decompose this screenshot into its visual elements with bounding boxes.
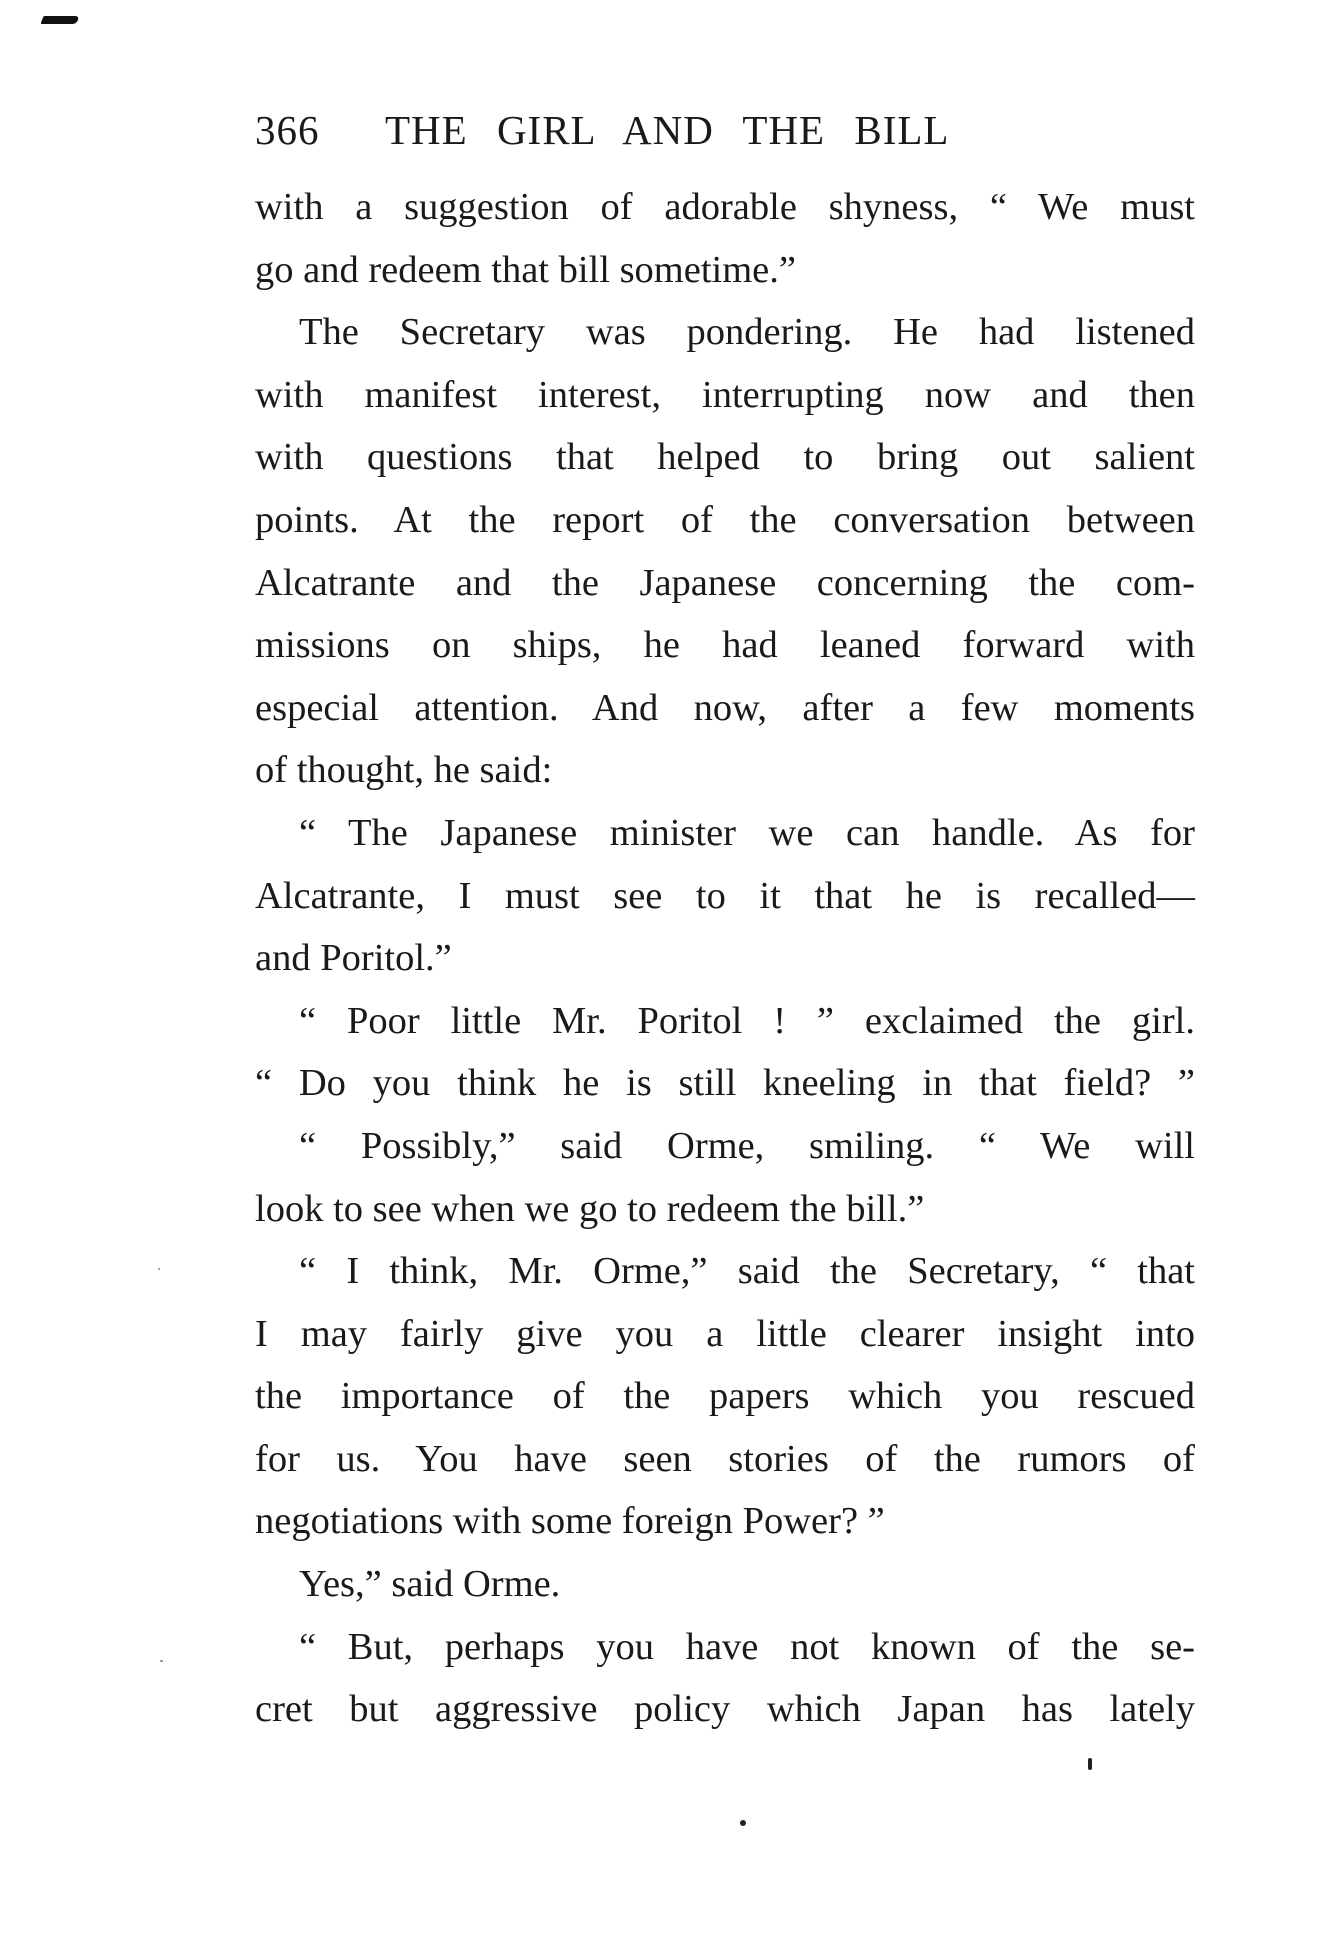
text-line: look to see when we go to redeem the bill.” bbox=[255, 1187, 925, 1230]
text-line: negotiations with some foreign Power? ” bbox=[255, 1500, 885, 1543]
text-line: Yes,” said Orme. bbox=[299, 1563, 561, 1606]
text-line: the importance of the papers which you rescued bbox=[255, 1375, 1195, 1418]
running-title: THE GIRL AND THE BILL bbox=[385, 107, 950, 153]
text-line: of thought, he said: bbox=[255, 749, 553, 792]
text-line: “ But, perhaps you have not known of the se- bbox=[299, 1625, 1195, 1668]
text-line: “ I think, Mr. Orme,” said the Secretary, “ that bbox=[299, 1250, 1195, 1293]
text-line: and Poritol.” bbox=[255, 937, 452, 980]
page-header bbox=[255, 106, 1195, 166]
text-line: “ The Japanese minister we can handle. As for bbox=[299, 811, 1195, 854]
ink-speck bbox=[740, 1820, 746, 1826]
text-line: “ Do you think he is still kneeling in that field? ” bbox=[255, 1062, 1195, 1105]
text-line: I may fairly give you a little clearer insight into bbox=[255, 1312, 1195, 1355]
body-text bbox=[255, 176, 1195, 1741]
text-line: “ Poor little Mr. Poritol ! ” exclaimed the girl. bbox=[299, 999, 1195, 1042]
text-line: The Secretary was pondering. He had listened bbox=[299, 311, 1195, 354]
ink-speck bbox=[1088, 1758, 1092, 1770]
text-line: for us. You have seen stories of the rumors of bbox=[255, 1437, 1195, 1480]
ink-speck bbox=[160, 1660, 163, 1662]
text-line: with questions that helped to bring out salient bbox=[255, 436, 1195, 479]
corner-ink-mark bbox=[41, 16, 80, 24]
text-line: go and redeem that bill sometime.” bbox=[255, 248, 796, 291]
text-line: Alcatrante, I must see to it that he is recalled— bbox=[255, 874, 1195, 917]
text-line: Alcatrante and the Japanese concerning the com- bbox=[255, 561, 1195, 604]
text-line: with manifest interest, interrupting now and then bbox=[255, 373, 1195, 416]
text-line: points. At the report of the conversation between bbox=[255, 498, 1195, 541]
ink-speck bbox=[158, 1268, 160, 1270]
text-line: cret but aggressive policy which Japan has lately bbox=[255, 1688, 1195, 1731]
page-number: 366 bbox=[255, 107, 320, 153]
text-line: especial attention. And now, after a few moments bbox=[255, 686, 1195, 729]
text-line: missions on ships, he had leaned forward with bbox=[255, 624, 1195, 667]
text-line: with a suggestion of adorable shyness, “ We must bbox=[255, 186, 1195, 228]
text-line: “ Possibly,” said Orme, smiling. “ We will bbox=[299, 1124, 1195, 1167]
